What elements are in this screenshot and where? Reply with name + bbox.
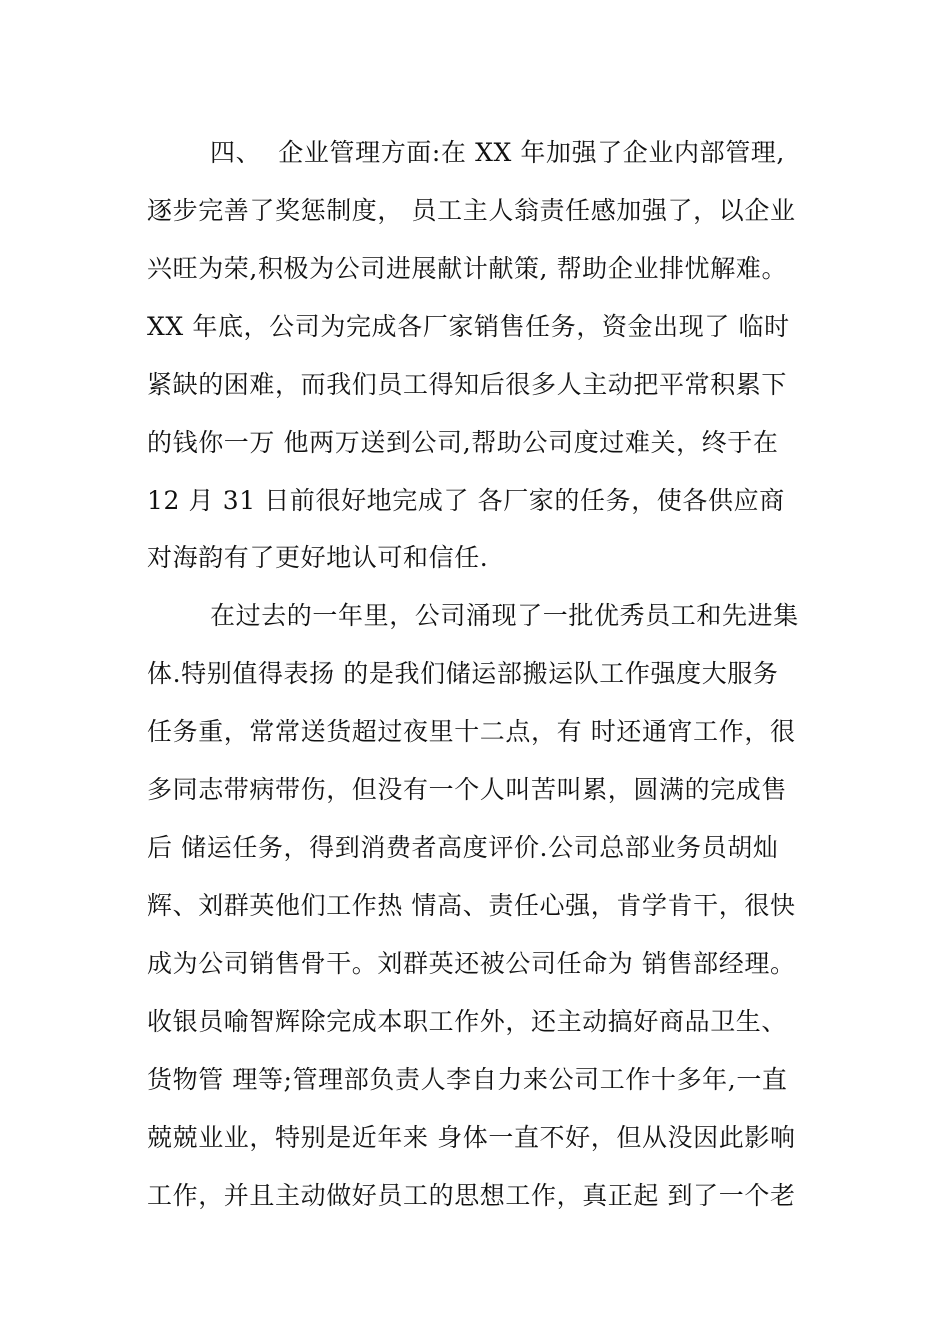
paragraph-1-line-3: 兴旺为荣,积极为公司进展献计献策, 帮助企业排忧解难。 <box>147 254 788 283</box>
paragraph-1-line-7: 12 月 31 日前很好地完成了 各厂家的任务，使各供应商 <box>147 486 785 515</box>
paragraph-2-line-3: 任务重，常常送货超过夜里十二点，有 时还通宵工作，很 <box>147 717 796 746</box>
paragraph-1-line-2: 逐步完善了奖惩制度， 员工主人翁责任感加强了，以企业 <box>147 196 796 225</box>
paragraph-2-line-1: 在过去的一年里，公司涌现了一批优秀员工和先进集 <box>210 601 799 630</box>
paragraph-1-line-4: XX 年底，公司为完成各厂家销售任务，资金出现了 临时 <box>147 312 790 341</box>
paragraph-2-line-9: 货物管 理等;管理部负责人李自力来公司工作十多年,一直 <box>147 1065 788 1094</box>
paragraph-2-line-10: 兢兢业业，特别是近年来 身体一直不好，但从没因此影响 <box>147 1123 796 1152</box>
paragraph-1-line-1: 四、 企业管理方面:在 XX 年加强了企业内部管理, <box>210 138 785 167</box>
paragraph-2-line-4: 多同志带病带伤，但没有一个人叫苦叫累，圆满的完成售 <box>147 775 788 804</box>
paragraph-1-line-8: 对海韵有了更好地认可和信任. <box>147 543 489 572</box>
paragraph-2-line-7: 成为公司销售骨干。刘群英还被公司任命为 销售部经理。 <box>147 949 796 978</box>
paragraph-2-line-11: 工作，并且主动做好员工的思想工作，真正起 到了一个老 <box>147 1181 796 1210</box>
paragraph-2-line-2: 体.特别值得表扬 的是我们储运部搬运队工作强度大服务 <box>147 659 779 688</box>
paragraph-2-line-6: 辉、刘群英他们工作热 情高、责任心强，肯学肯干，很快 <box>147 891 796 920</box>
paragraph-2-line-8: 收银员喻智辉除完成本职工作外，还主动搞好商品卫生、 <box>147 1007 788 1036</box>
paragraph-2-line-5: 后 储运任务，得到消费者高度评价.公司总部业务员胡灿 <box>147 833 779 862</box>
paragraph-1-line-6: 的钱你一万 他两万送到公司,帮助公司度过难关，终于在 <box>147 428 779 457</box>
paragraph-1-line-5: 紧缺的困难，而我们员工得知后很多人主动把平常积累下 <box>147 370 788 399</box>
